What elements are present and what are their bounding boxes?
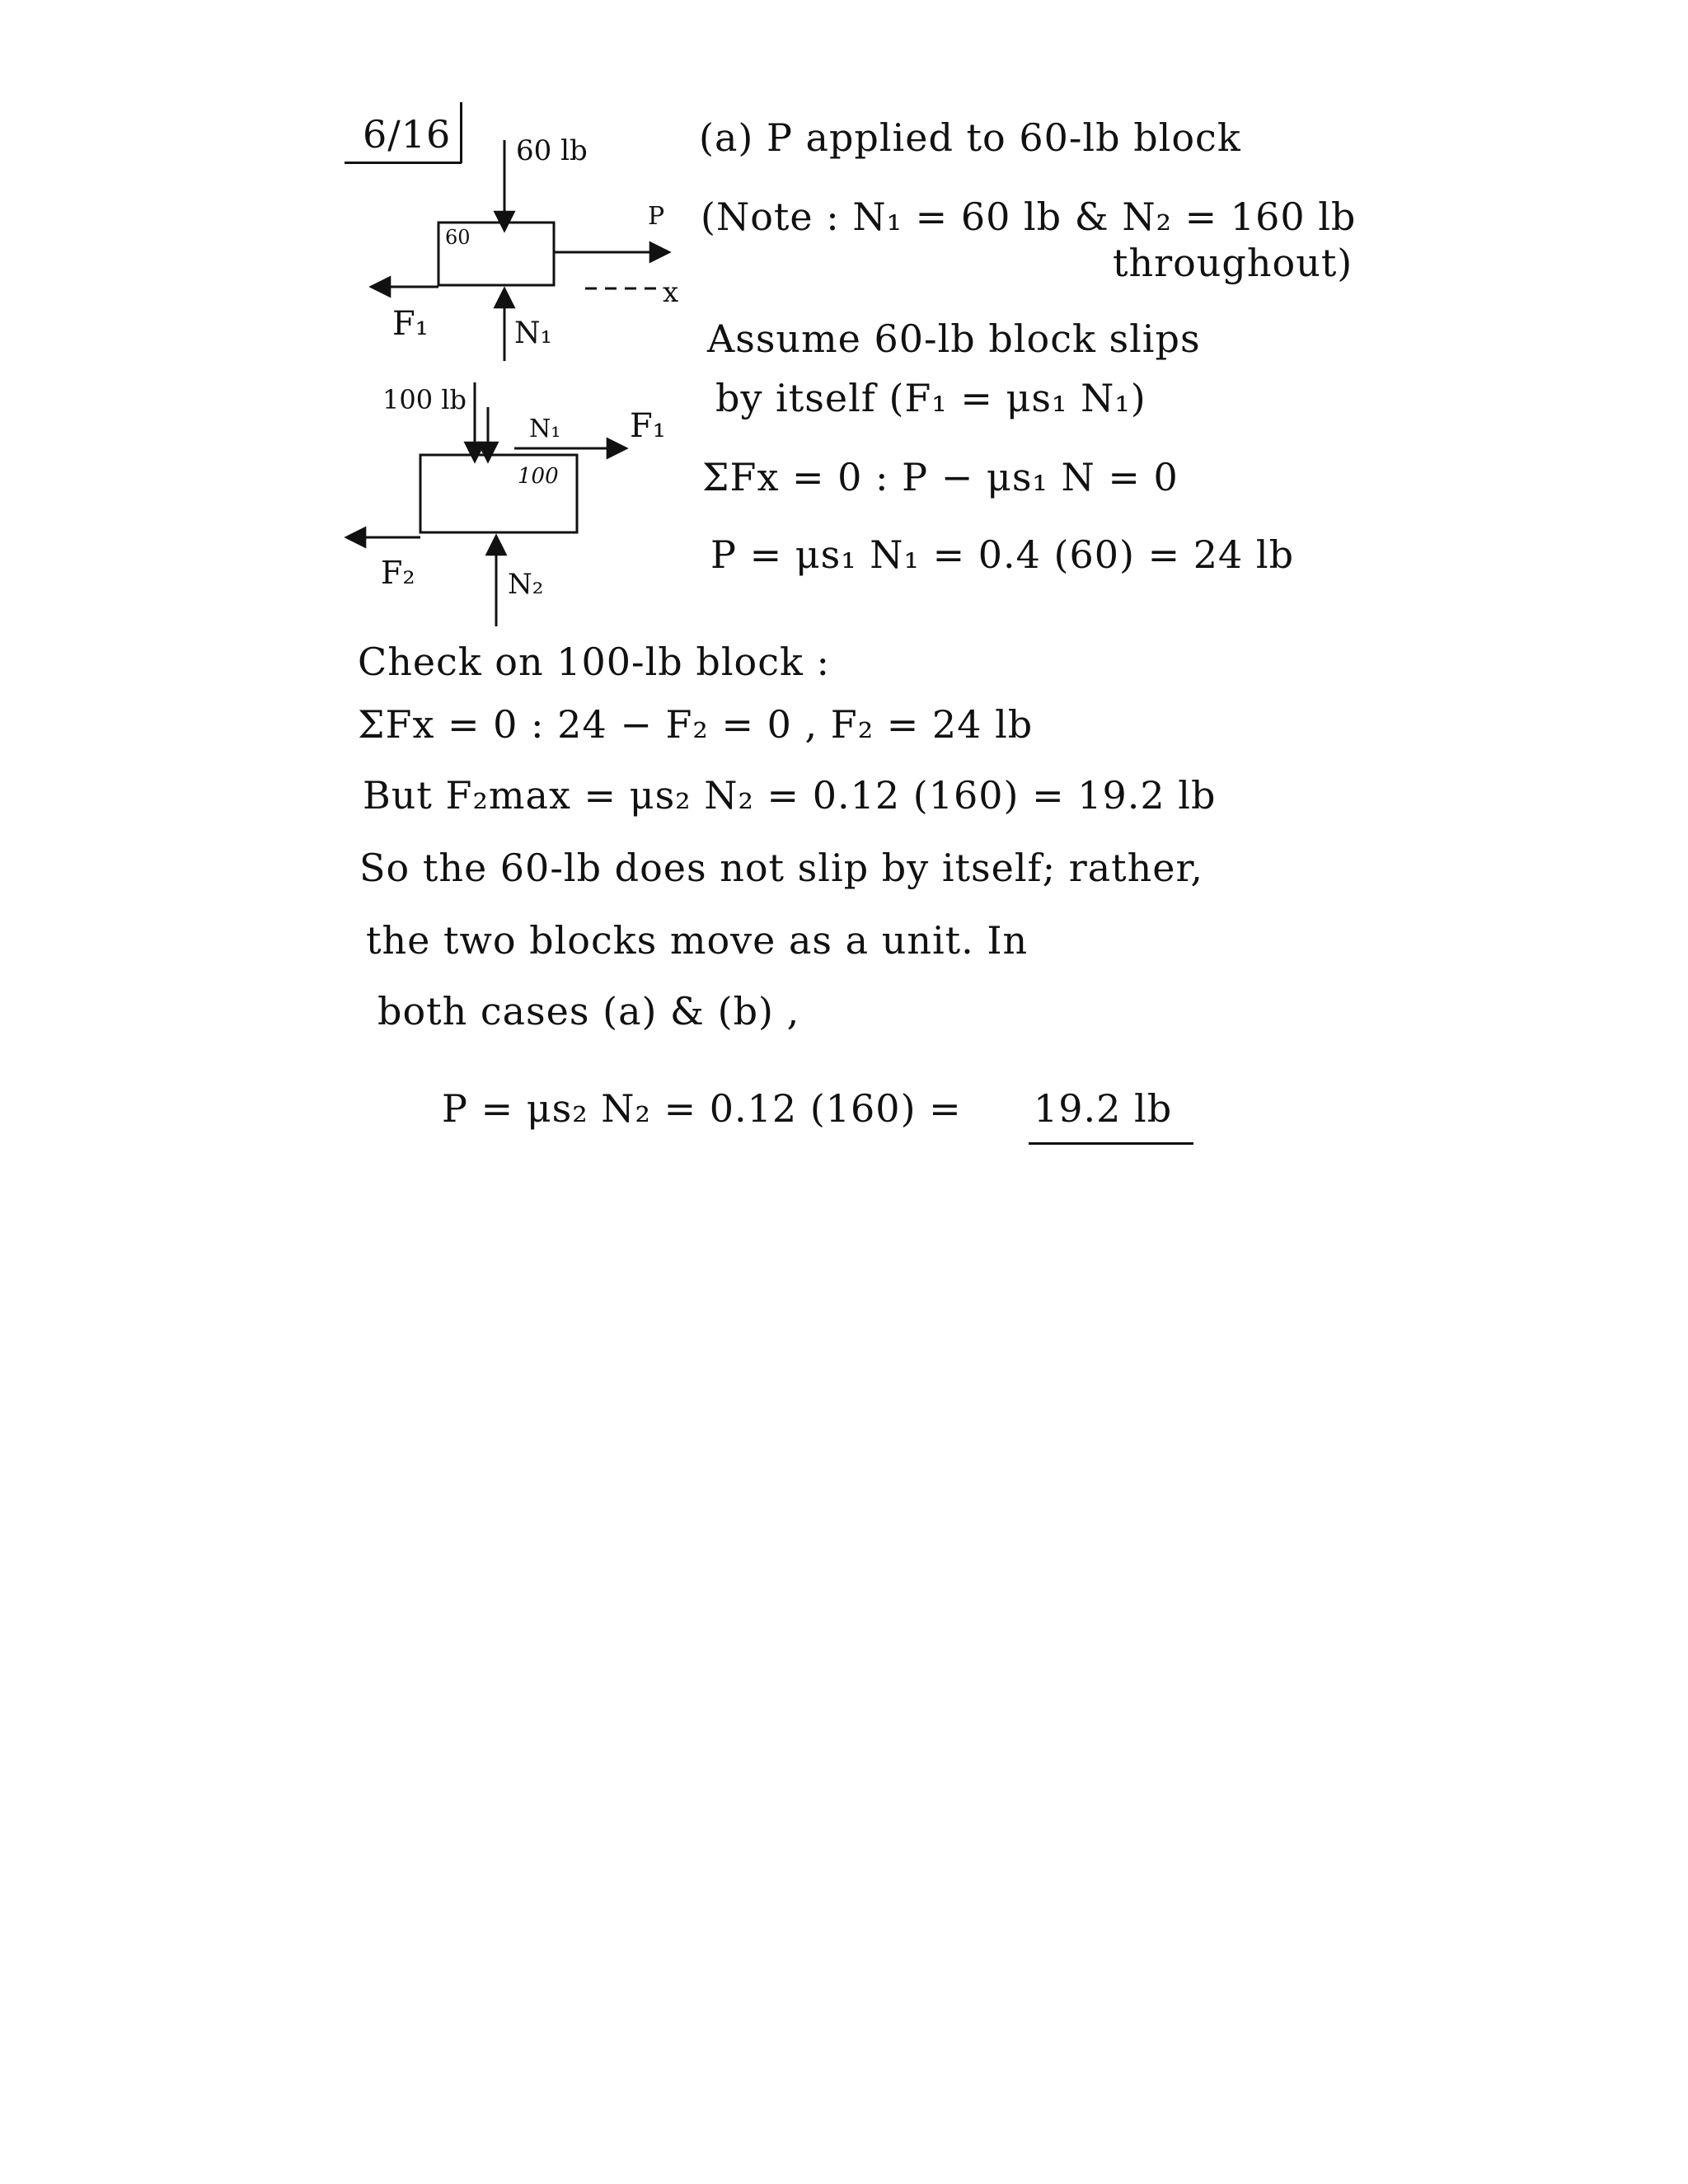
- final-answer: 19.2 lb: [1034, 1086, 1173, 1131]
- check-equation-1: ΣFx = 0 : 24 − F₂ = 0 , F₂ = 24 lb: [358, 702, 1034, 747]
- assume-line-2: by itself (F₁ = μs₁ N₁): [715, 376, 1146, 420]
- check-heading: Check on 100-lb block :: [358, 640, 830, 684]
- final-answer-underline: [1029, 1142, 1193, 1145]
- p-equation-a: P = μs₁ N₁ = 0.4 (60) = 24 lb: [710, 532, 1295, 577]
- f1-top-label: F₁: [392, 305, 429, 343]
- load-100-label: 100 lb: [382, 384, 467, 415]
- part-a-heading: (a) P applied to 60-lb block: [699, 115, 1241, 160]
- f1-lower-label: F₁: [630, 407, 666, 445]
- problem-number: 6/16: [363, 112, 452, 157]
- assume-line-1: Assume 60-lb block slips: [707, 316, 1201, 361]
- x-axis-label: x: [663, 276, 679, 309]
- free-body-diagram: [313, 99, 742, 643]
- conclusion-line-1: So the 60-lb does not slip by itself; rather,: [359, 846, 1204, 890]
- f2-label: F₂: [381, 555, 415, 591]
- note-line-2: throughout): [1113, 241, 1353, 285]
- conclusion-line-2: the two blocks move as a unit. In: [366, 918, 1029, 963]
- final-equation: P = μs₂ N₂ = 0.12 (160) =: [442, 1086, 962, 1131]
- n1-top-label: N₁: [514, 316, 552, 350]
- check-equation-2: But F₂max = μs₂ N₂ = 0.12 (160) = 19.2 lb: [363, 773, 1217, 818]
- p-label: P: [648, 202, 665, 231]
- n2-label: N₂: [508, 568, 544, 601]
- block-60-label: 60: [445, 226, 471, 249]
- conclusion-line-3: both cases (a) & (b) ,: [377, 989, 800, 1033]
- n1-lower-label: N₁: [529, 415, 561, 443]
- block-100-label: 100: [518, 464, 559, 489]
- note-line-1: (Note : N₁ = 60 lb & N₂ = 160 lb: [701, 194, 1357, 239]
- sum-fx-equation-a: ΣFx = 0 : P − μs₁ N = 0: [702, 455, 1179, 499]
- load-60-label: 60 lb: [516, 134, 588, 167]
